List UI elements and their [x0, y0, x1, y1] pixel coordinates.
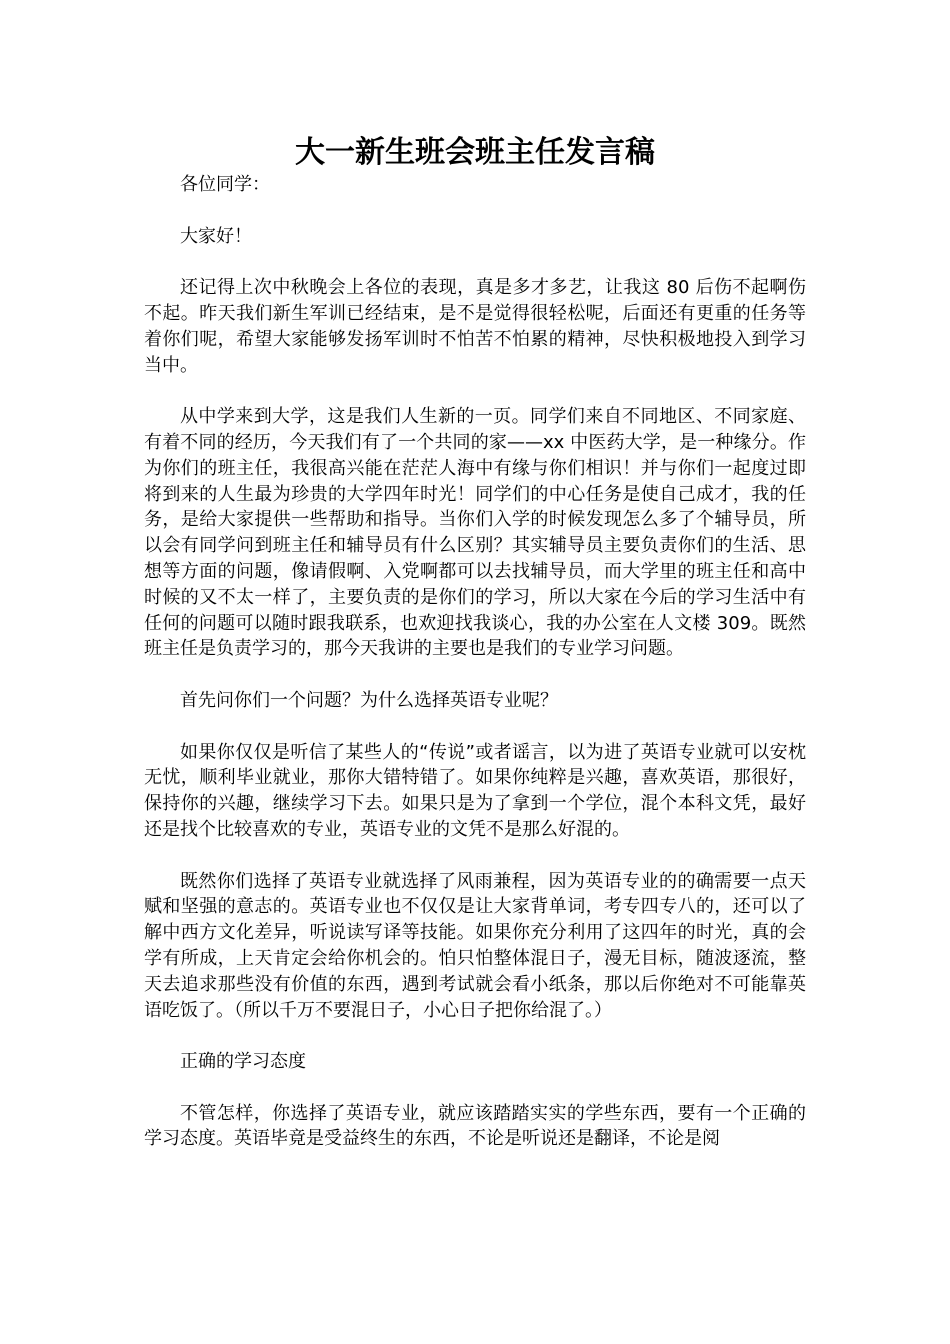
- document-body: [144, 172, 806, 1178]
- paragraph: 首先问你们一个问题？为什么选择英语专业呢？: [180, 689, 558, 711]
- paragraph: 既然你们选择了英语专业就选择了风雨兼程，因为英语专业的的确需要一点天赋和坚强的意志的。英语专业也不仅仅是让大家背单词，考专四专八的，还可以了解中西方文化差异，听说读写译等技能。如果你充分利用了这四年的时光，真的会学有所成，上天肯定会给你机会的。怕只怕整体混日子，漫无目标，随波逐流，整天去追求那些没有价值的东西，遇到考试就会看小纸条，那以后你绝对不可能靠英语吃饭了。（所以千万不要混日子，小心日子把你给混了。）: [144, 870, 806, 1021]
- paragraph: 如果你仅仅是听信了某些人的“传说”或者谣言，以为进了英语专业就可以安枕无忧，顺利毕业就业，那你大错特错了。如果你纯粹是兴趣，喜欢英语，那很好，保持你的兴趣，继续学习下去。如果只是为了拿到一个学位，混个本科文凭，最好还是找个比较喜欢的专业，英语专业的文凭不是那么好混的。: [144, 741, 806, 840]
- greeting: 大家好！: [180, 225, 252, 247]
- section-heading: 正确的学习态度: [180, 1051, 306, 1073]
- document-title: 大一新生班会班主任发言稿: [295, 135, 655, 170]
- paragraph: 还记得上次中秋晚会上各位的表现，真是多才多艺，让我这 80 后伤不起啊伤不起。昨天我们新生军训已经结束，是不是觉得很轻松呢，后面还有更重的任务等着你们呢，希望大家能够发扬军训时不怕苦不怕累的精神，尽快积极地投入到学习当中。: [144, 277, 806, 376]
- salutation: 各位同学：: [180, 174, 270, 195]
- paragraph: 不管怎样，你选择了英语专业，就应该踏踏实实的学些东西，要有一个正确的学习态度。英语毕竟是受益终生的东西，不论是听说还是翻译，不论是阅: [144, 1102, 806, 1150]
- paragraph: 从中学来到大学，这是我们人生新的一页。同学们来自不同地区、不同家庭、有着不同的经历，今天我们有了一个共同的家——xx 中医药大学，是一种缘分。作为你们的班主任，我很高兴能在茫茫人海中有缘与你们相识！并与你们一起度过即将到来的人生最为珍贵的大学四年时光！同学们的中心任务是使自己成才，我的任务，是给大家提供一些帮助和指导。当你们入学的时候发现怎么多了个辅导员，所以会有同学问到班主任和辅导员有什么区别？其实辅导员主要负责你们的生活、思想等方面的问题，像请假啊、入党啊都可以去找辅导员，而大学里的班主任和高中时候的又不太一样了，主要负责的是你们的学习，所以大家在今后的学习生活中有任何的问题可以随时跟我联系，也欢迎找我谈心，我的办公室在人文楼 309。既然班主任是负责学习的，那今天我讲的主要也是我们的专业学习问题。: [144, 406, 806, 660]
